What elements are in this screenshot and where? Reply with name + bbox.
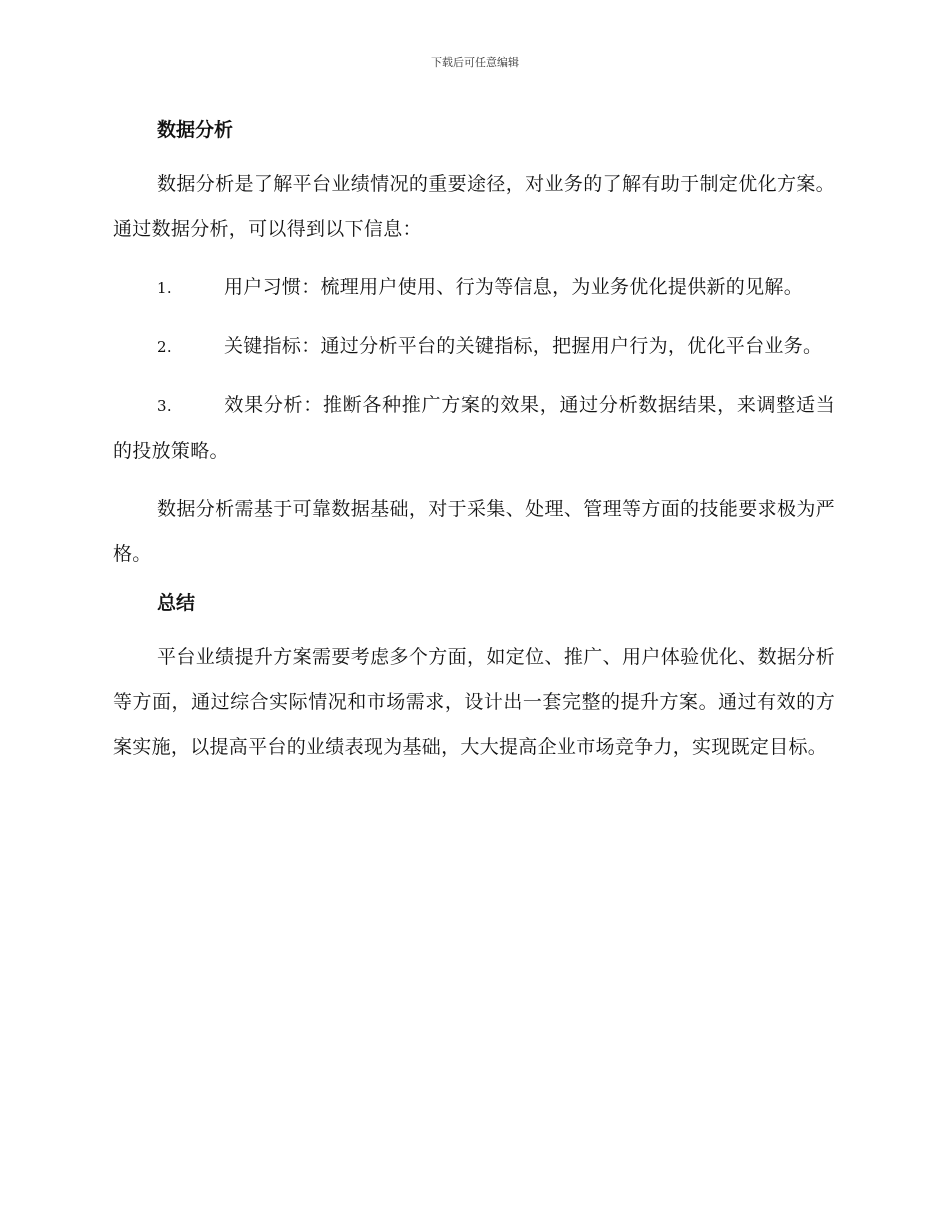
section-heading-analysis: 数据分析: [157, 119, 234, 141]
list-item-text: 关键指标：通过分析平台的关键指标，把握用户行为，优化平台业务。: [224, 335, 823, 357]
list-item: [113, 265, 835, 311]
list-item-text: 效果分析：推断各种推广方案的效果，通过分析数据结果，来调整适当的投放策略。: [113, 394, 835, 462]
list-item: [113, 383, 835, 474]
analysis-intro: 数据分析是了解平台业绩情况的重要途径，对业务的了解有助于制定优化方案。通过数据分析，可以得到以下信息：: [113, 173, 835, 240]
document-body: [113, 116, 835, 770]
list-number: 3.: [157, 397, 172, 415]
summary-body: 平台业绩提升方案需要考虑多个方面，如定位、推广、用户体验优化、数据分析等方面，通过综合实际情况和市场需求，设计出一套完整的提升方案。通过有效的方案实施，以提高平台的业绩表现为基础，大大提高企业市场竞争力，实现既定目标。: [113, 646, 835, 758]
section-heading-summary: 总结: [157, 592, 196, 614]
analysis-closing: 数据分析需基于可靠数据基础，对于采集、处理、管理等方面的技能要求极为严格。: [113, 498, 835, 565]
header-note: 下载后可任意编辑: [431, 56, 519, 69]
list-number: 1.: [157, 279, 172, 297]
list-item: [113, 324, 835, 370]
list-item-text: 用户习惯：梳理用户使用、行为等信息，为业务优化提供新的见解。: [224, 276, 804, 298]
list-number: 2.: [157, 338, 172, 356]
